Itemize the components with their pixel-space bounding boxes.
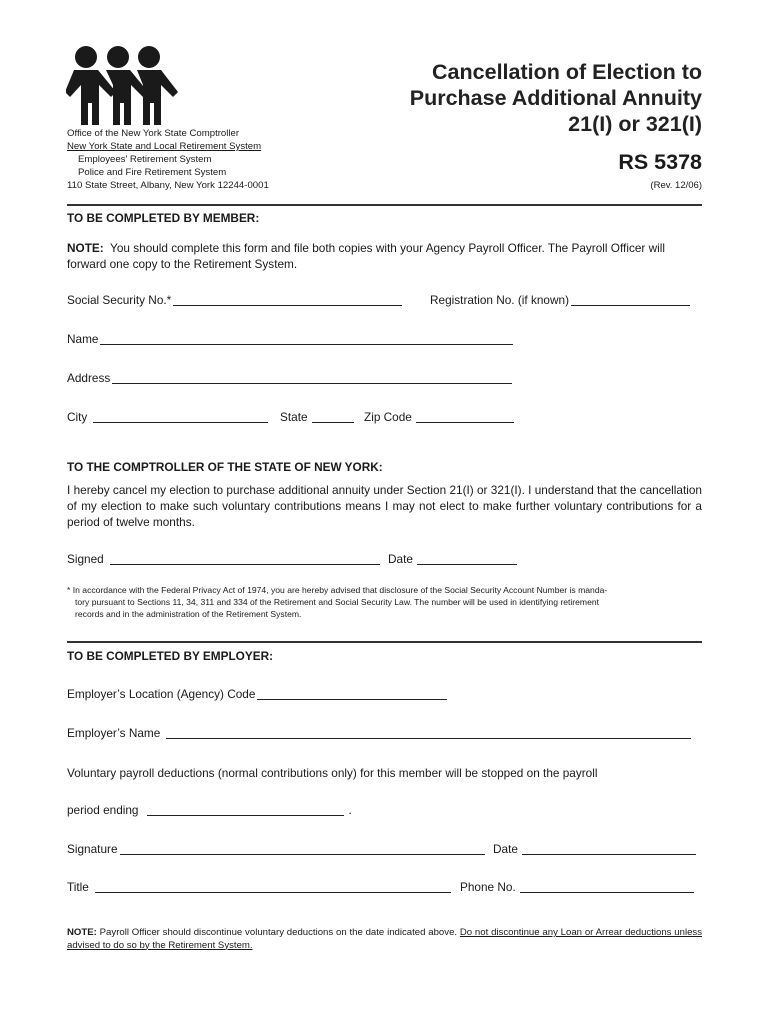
state-line[interactable] [312, 412, 354, 423]
name-label: Name [67, 332, 99, 346]
privacy-act-footnote [67, 584, 702, 620]
ssn-field[interactable] [67, 293, 402, 307]
address-field[interactable] [67, 371, 512, 385]
address-label: Address [67, 371, 111, 385]
footnote-line-1: * In accordance with the Federal Privacy Act of 1974, you are hereby advised that disclosure of the Social Security Account Number is manda- [67, 585, 608, 595]
signed-field[interactable] [67, 552, 380, 566]
phone-line[interactable] [520, 882, 694, 893]
retirement-system-logo [66, 44, 178, 128]
employer-date-line[interactable] [522, 844, 696, 855]
registration-label: Registration No. (if known) [430, 293, 569, 307]
org-office: Office of the New York State Comptroller [67, 128, 240, 139]
member-date-label: Date [388, 552, 413, 566]
period-line[interactable] [147, 805, 344, 816]
location-code-line[interactable] [257, 689, 447, 700]
location-code-label: Employer’s Location (Agency) Code [67, 687, 256, 701]
registration-field[interactable] [430, 293, 690, 307]
period-end-mark: . [348, 803, 352, 817]
org-address: 110 State Street, Albany, New York 12244-0001 [67, 180, 269, 191]
org-pfrs: Police and Fire Retirement System [78, 167, 227, 178]
employer-date-field[interactable] [493, 842, 696, 856]
footnote-line-3: records and in the administration of the Retirement System. [75, 609, 302, 619]
zip-line[interactable] [416, 412, 514, 423]
org-ers: Employees’ Retirement System [78, 154, 212, 165]
name-field[interactable] [67, 332, 513, 346]
signature-line[interactable] [120, 844, 485, 855]
organization-block [67, 127, 269, 192]
payroll-note-label: NOTE: [67, 927, 97, 938]
note-text: You should complete this form and file both copies with your Agency Payroll Officer. The Payroll Officer will forward one copy to the Retirement System. [67, 241, 665, 271]
title-line[interactable] [95, 882, 451, 893]
ssn-line[interactable] [173, 295, 402, 306]
payroll-officer-note [67, 927, 702, 952]
period-ending-field[interactable] [67, 803, 352, 817]
org-system: New York State and Local Retirement System [67, 141, 262, 152]
state-label: State [280, 410, 308, 424]
employer-name-line[interactable] [166, 728, 691, 739]
form-revision: (Rev. 12/06) [650, 180, 702, 191]
period-label: period ending [67, 803, 139, 817]
signature-field[interactable] [67, 842, 485, 856]
title-line-1: Cancellation of Election to [432, 60, 702, 84]
city-label: City [67, 410, 88, 424]
city-line[interactable] [93, 412, 268, 423]
employer-section-heading: TO BE COMPLETED BY EMPLOYER: [67, 649, 274, 663]
title-line-3: 21(I) or 321(I) [568, 112, 702, 136]
footnote-line-2: tory pursuant to Sections 11, 34, 311 and 334 of the Retirement and Social Security Law. The number will be used in identifying retirement [75, 597, 600, 607]
form-number: RS 5378 [618, 150, 702, 174]
phone-label: Phone No. [460, 880, 516, 894]
city-field[interactable] [67, 410, 268, 424]
employer-name-field[interactable] [67, 726, 691, 740]
signed-label: Signed [67, 552, 104, 566]
address-line[interactable] [112, 373, 512, 384]
state-field[interactable] [280, 410, 354, 424]
comptroller-heading: TO THE COMPTROLLER OF THE STATE OF NEW YORK: [67, 460, 383, 474]
registration-line[interactable] [571, 295, 690, 306]
payroll-note-warning: Do not discontinue any Loan or Arrear deductions unless advised to do so by the Retirement System. [67, 927, 702, 951]
phone-field[interactable] [460, 880, 694, 894]
form-title [410, 59, 702, 137]
cancellation-statement: I hereby cancel my election to purchase additional annuity under Section 21(I) or 321(I). I understand that the cancellation of my election to make such voluntary contributions means I may not elect to make further voluntary contributions for a period of twelve months. [67, 483, 702, 529]
title-label: Title [67, 880, 89, 894]
title-field[interactable] [67, 880, 451, 894]
ssn-label: Social Security No.* [67, 293, 172, 307]
section-divider [67, 204, 702, 206]
payroll-note-text: Payroll Officer should discontinue voluntary deductions on the date indicated above. [96, 927, 460, 938]
employer-date-label: Date [493, 842, 518, 856]
member-note [67, 240, 702, 272]
signed-line[interactable] [110, 554, 380, 565]
zip-label: Zip Code [364, 410, 412, 424]
member-date-line[interactable] [417, 554, 517, 565]
employer-name-label: Employer’s Name [67, 726, 161, 740]
name-line[interactable] [100, 334, 513, 345]
signature-label: Signature [67, 842, 118, 856]
section-divider [67, 641, 702, 643]
deductions-text: Voluntary payroll deductions (normal contributions only) for this member will be stopped on the payroll [67, 766, 598, 780]
member-section-heading: TO BE COMPLETED BY MEMBER: [67, 211, 260, 225]
title-line-2: Purchase Additional Annuity [409, 86, 702, 110]
location-code-field[interactable] [67, 687, 447, 701]
note-label: NOTE: [67, 241, 104, 255]
zip-field[interactable] [364, 410, 514, 424]
member-date-field[interactable] [388, 552, 517, 566]
